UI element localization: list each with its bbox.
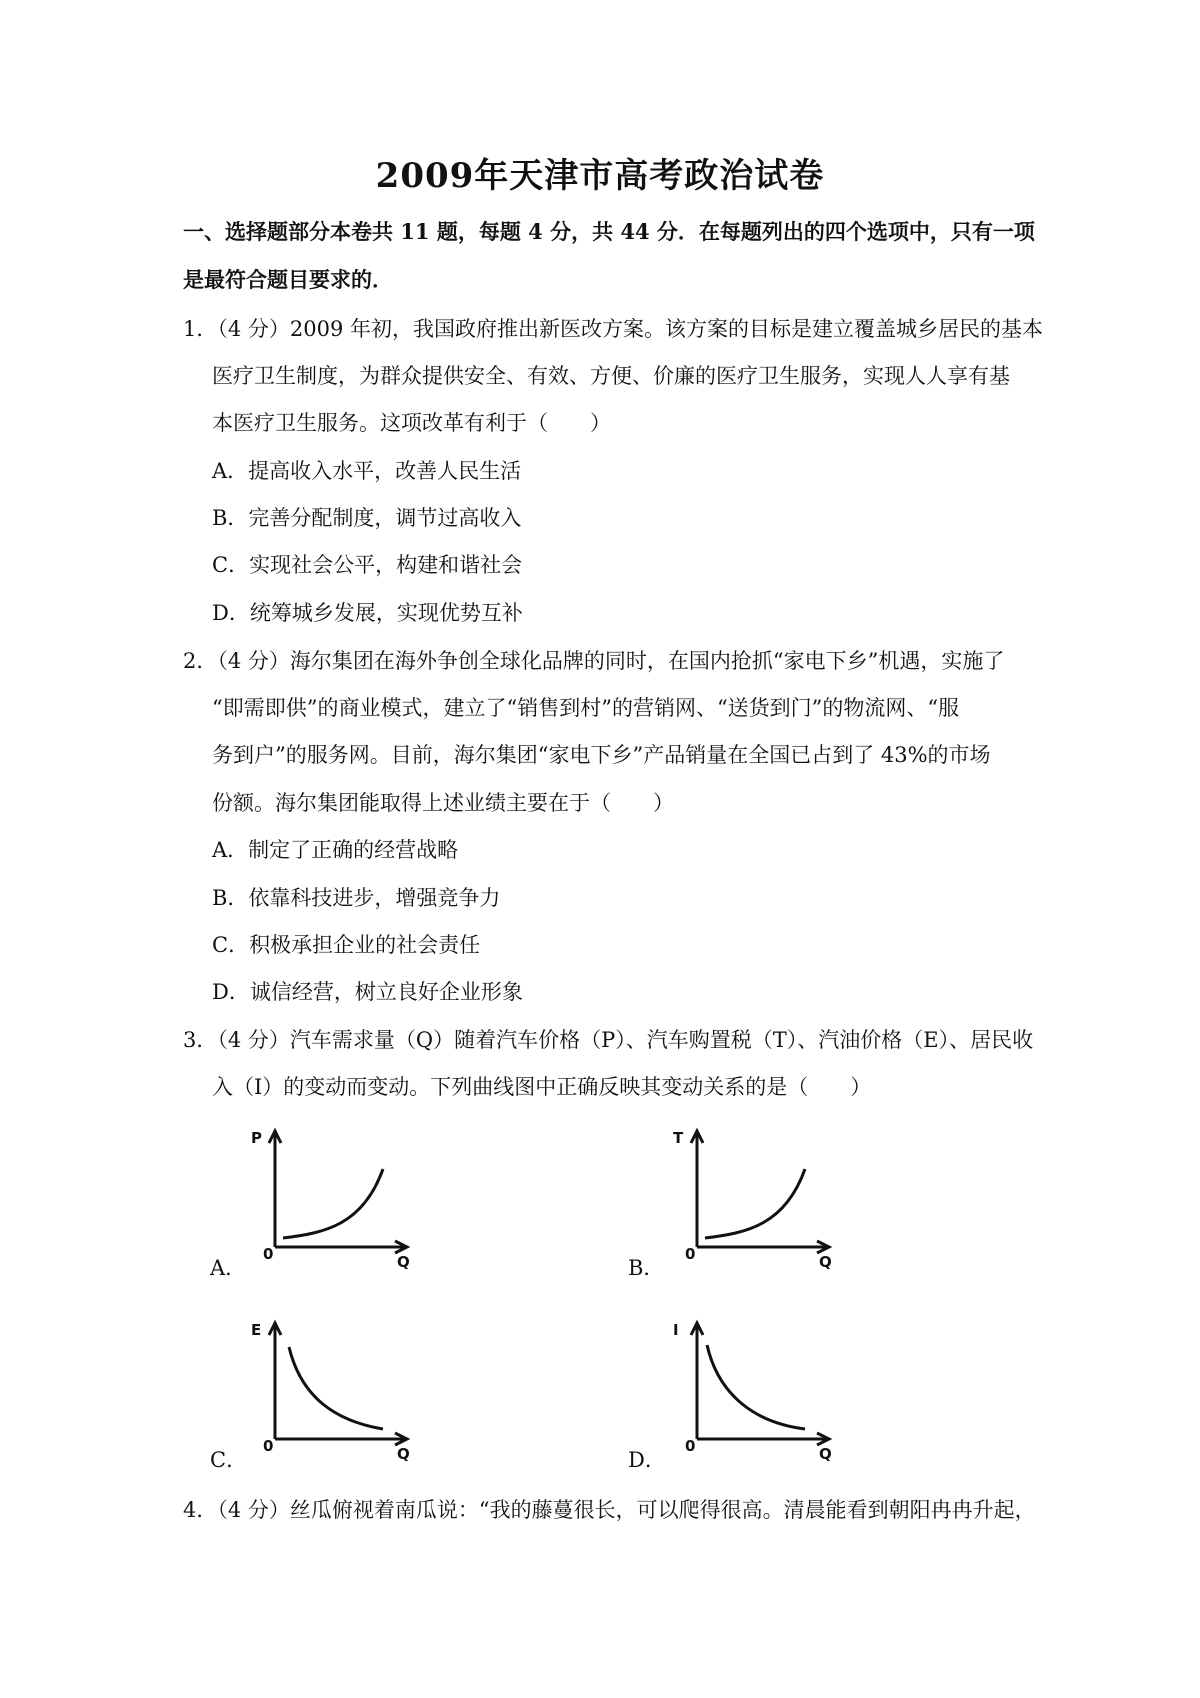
option-d: D．统筹城乡发展，实现优势互补: [212, 601, 523, 625]
graph-a-label: A．: [210, 1256, 247, 1280]
x-axis-label: Q: [397, 1445, 410, 1463]
question-stem-cont: “即需即供”的商业模式，建立了“销售到村”的营销网、“送货到门”的物流网、“服: [212, 696, 960, 720]
option-d: D．诚信经营，树立良好企业形象: [212, 980, 523, 1004]
question-stem: 3．（4 分）汽车需求量（Q）随着汽车价格（P）、汽车购置税（T）、汽油价格（E）、居民收: [183, 1028, 1034, 1052]
option-c: C．积极承担企业的社会责任: [212, 933, 481, 957]
section-heading-cont: 是最符合题目要求的．: [183, 267, 393, 292]
question-stem-cont: 医疗卫生制度，为群众提供安全、有效、方便、价廉的医疗卫生服务，实现人人享有基: [212, 364, 1010, 388]
question-stem-cont: 份额。海尔集团能取得上述业绩主要在于（ ）: [212, 791, 674, 815]
graph-b-label: B．: [628, 1256, 665, 1280]
y-axis-label: I: [673, 1321, 679, 1339]
y-axis-label: E: [251, 1321, 262, 1339]
demand-curve-decreasing: [289, 1347, 383, 1429]
question-stem: 1．（4 分）2009 年初，我国政府推出新医改方案。该方案的目标是建立覆盖城乡居民的基本: [183, 317, 1044, 341]
graph-c: [245, 1317, 420, 1462]
option-a: A．提高收入水平，改善人民生活: [212, 459, 522, 483]
graph-a: [245, 1125, 420, 1270]
origin-label: 0: [263, 1437, 274, 1455]
origin-label: 0: [685, 1245, 696, 1263]
demand-curve-decreasing: [707, 1345, 805, 1429]
option-b: B．完善分配制度，调节过高收入: [212, 506, 522, 530]
y-axis-label: T: [673, 1129, 684, 1147]
origin-label: 0: [685, 1437, 696, 1455]
x-axis-label: Q: [819, 1253, 832, 1271]
question-stem-cont: 入（I）的变动而变动。下列曲线图中正确反映其变动关系的是（ ）: [212, 1075, 872, 1099]
x-axis-label: Q: [397, 1253, 410, 1271]
question-stem: 4．（4 分）丝瓜俯视着南瓜说：“我的藤蔓很长，可以爬得很高。清晨能看到朝阳冉冉升起，: [183, 1498, 1036, 1522]
question-stem-cont: 务到户”的服务网。目前，海尔集团“家电下乡”产品销量在全国已占到了 43%的市场: [212, 743, 991, 767]
option-c: C．实现社会公平，构建和谐社会: [212, 553, 523, 577]
demand-curve-increasing: [283, 1169, 383, 1238]
option-b: B．依靠科技进步，增强竞争力: [212, 886, 501, 910]
graph-b: [667, 1125, 842, 1270]
graph-d: [667, 1317, 842, 1462]
graph-d-label: D．: [628, 1448, 666, 1472]
section-heading: 一、选择题部分本卷共 11 题，每题 4 分，共 44 分．在每题列出的四个选项中，只有一项: [183, 219, 1035, 244]
graph-c-label: C．: [210, 1448, 248, 1472]
y-axis-label: P: [251, 1129, 262, 1147]
option-a: A．制定了正确的经营战略: [212, 838, 459, 862]
x-axis-label: Q: [819, 1445, 832, 1463]
question-stem: 2．（4 分）海尔集团在海外争创全球化品牌的同时，在国内抢抓“家电下乡”机遇，实施了: [183, 649, 1005, 673]
demand-curve-increasing: [705, 1169, 805, 1238]
question-stem-cont: 本医疗卫生服务。这项改革有利于（ ）: [212, 411, 611, 435]
page-title: 2009年天津市高考政治试卷: [375, 156, 825, 196]
origin-label: 0: [263, 1245, 274, 1263]
